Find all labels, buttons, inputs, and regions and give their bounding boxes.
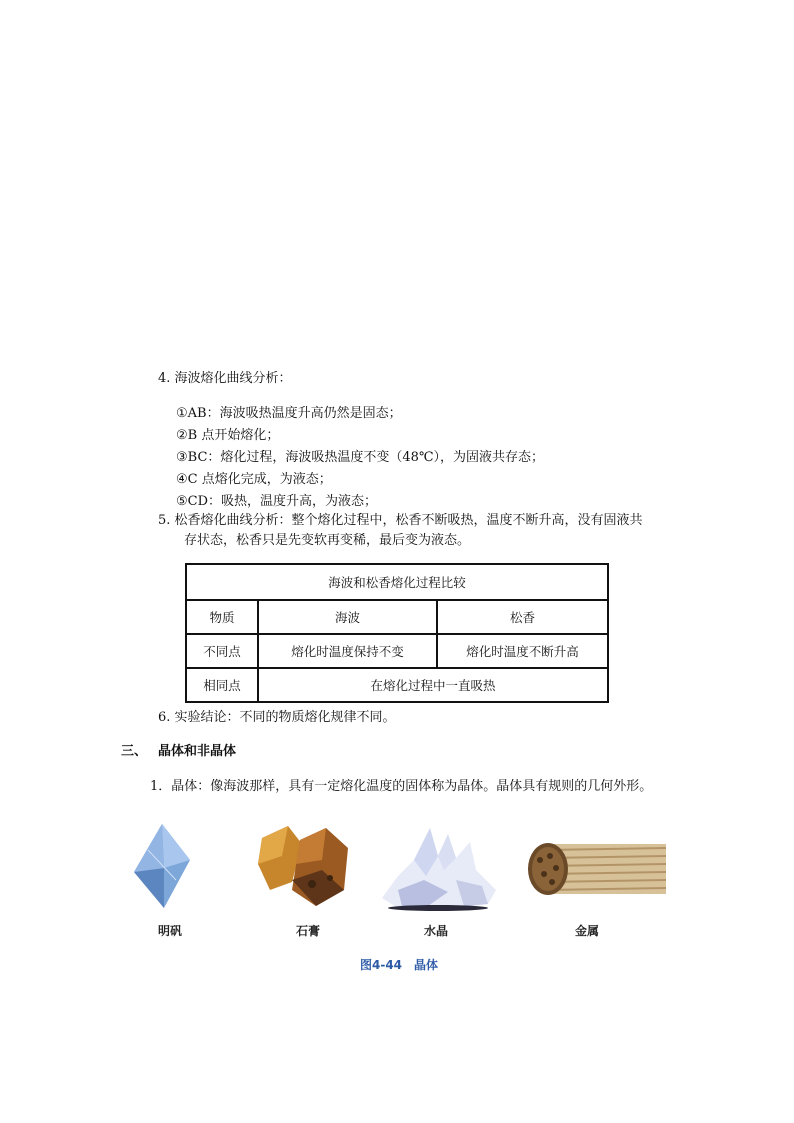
table-header-hypo: 海波 xyxy=(258,600,437,634)
figure-label-metal: 金属 xyxy=(575,924,600,938)
alum-crystal-icon xyxy=(128,820,198,912)
section3-number: 三、 xyxy=(121,744,148,759)
metal-rods-icon xyxy=(526,820,666,900)
comparison-table xyxy=(185,563,609,703)
figure-label-quartz: 水晶 xyxy=(424,924,449,938)
figure-caption: 图4-44 晶体 xyxy=(360,958,439,972)
crystal-definition: 1．晶体：像海波那样，具有一定熔化温度的固体称为晶体。晶体具有规则的几何外形。 xyxy=(150,779,653,794)
table-row-same-label: 相同点 xyxy=(186,668,258,702)
table-row-same-value: 在熔化过程中一直吸热 xyxy=(258,668,608,702)
item5-line-1: 5. 松香熔化曲线分析：整个熔化过程中，松香不断吸热，温度不断升高，没有固液共 xyxy=(158,513,643,528)
item5-line-2: 存状态，松香只是先变软再变稀，最后变为液态。 xyxy=(184,533,471,548)
item4-point-5: ⑤CD：吸热，温度升高，为液态； xyxy=(176,494,378,509)
table-title: 海波和松香熔化过程比较 xyxy=(186,564,608,600)
item6-conclusion: 6. 实验结论：不同的物质熔化规律不同。 xyxy=(158,710,396,725)
item4-point-1: ①AB：海波吸热温度升高仍然是固态； xyxy=(176,406,402,421)
section3-title: 晶体和非晶体 xyxy=(158,744,237,759)
item4-point-4: ④C 点熔化完成，为液态； xyxy=(176,472,332,487)
table-row-diff-rosin: 熔化时温度不断升高 xyxy=(437,634,608,668)
table-row-diff-hypo: 熔化时温度保持不变 xyxy=(258,634,437,668)
table-header-rosin: 松香 xyxy=(437,600,608,634)
item4-point-3: ③BC：熔化过程，海波吸热温度不变（48℃），为固液共存态； xyxy=(176,450,544,465)
item4-point-2: ②B 点开始熔化； xyxy=(176,428,280,443)
table-row-diff-label: 不同点 xyxy=(186,634,258,668)
table-header-substance: 物质 xyxy=(186,600,258,634)
figure-label-gypsum: 石膏 xyxy=(296,924,321,938)
gypsum-crystal-icon xyxy=(252,820,354,912)
quartz-crystal-icon xyxy=(378,820,500,912)
item4-heading: 4. 海波熔化曲线分析： xyxy=(158,371,292,386)
figure-label-alum: 明矾 xyxy=(158,924,183,938)
